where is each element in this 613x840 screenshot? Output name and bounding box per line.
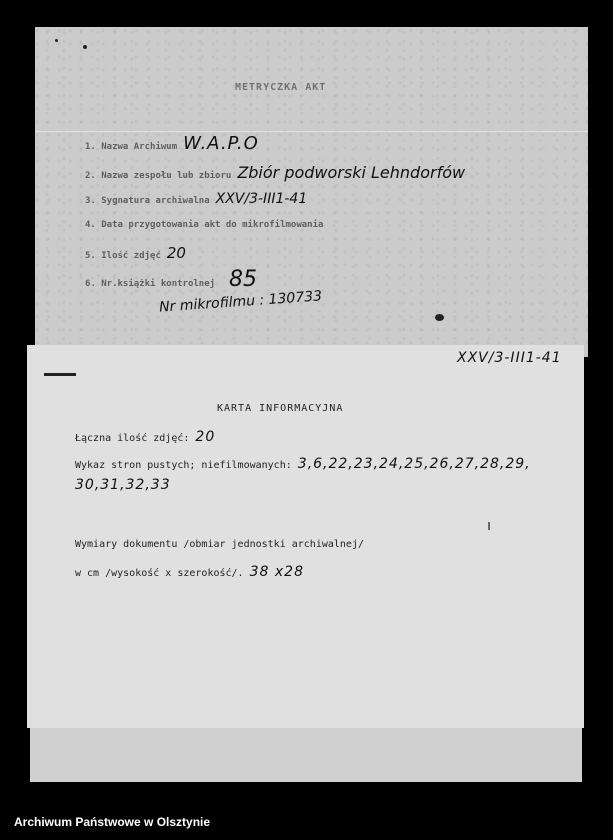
card-signature: XXV/3-III1-41 <box>457 350 562 366</box>
form-row-prep-date: 4. Data przygotowania akt do mikrofilmowania <box>85 220 324 230</box>
card-dimensions: w cm /wysokość x szerokość/. 38 x28 <box>75 564 304 580</box>
fold-line <box>35 131 588 132</box>
lower-sheet-edge <box>30 728 582 782</box>
form-row-photo-count: 5. Ilość zdjęć 20 <box>85 244 186 262</box>
card-dash-mark <box>44 373 76 376</box>
archive-footer: Archiwum Państwowe w Olsztynie <box>14 815 211 829</box>
information-card <box>27 345 584 728</box>
form-row-signature: 3. Sygnatura archiwalna XXV/3-III1-41 <box>85 191 308 207</box>
form-row-control-book: 6. Nr.książki kontrolnej 85 <box>85 267 258 292</box>
form-row-collection: 2. Nazwa zespołu lub zbioru Zbiór podworski Lehndorfów <box>85 163 466 182</box>
card-blank-pages-cont: 30,31,32,33 <box>75 477 171 493</box>
microfilm-number: Nr mikrofilmu : 130733 <box>158 288 323 316</box>
metryczka-sheet <box>35 27 588 357</box>
form-title: METRYCZKA AKT <box>235 82 327 93</box>
card-title: KARTA INFORMACYJNA <box>217 403 344 414</box>
card-blank-pages: Wykaz stron pustych; niefilmowanych: 3,6,22,23,24,25,26,27,28,29, <box>75 456 531 472</box>
card-dimensions-heading: Wymiary dokumentu /obmiar jednostki archiwalnej/ <box>75 539 364 550</box>
card-total-photos: Łączna ilość zdjęć: 20 <box>75 429 216 445</box>
stray-mark <box>488 522 490 530</box>
form-row-archive: 1. Nazwa Archiwum W.A.P.O <box>85 133 259 154</box>
